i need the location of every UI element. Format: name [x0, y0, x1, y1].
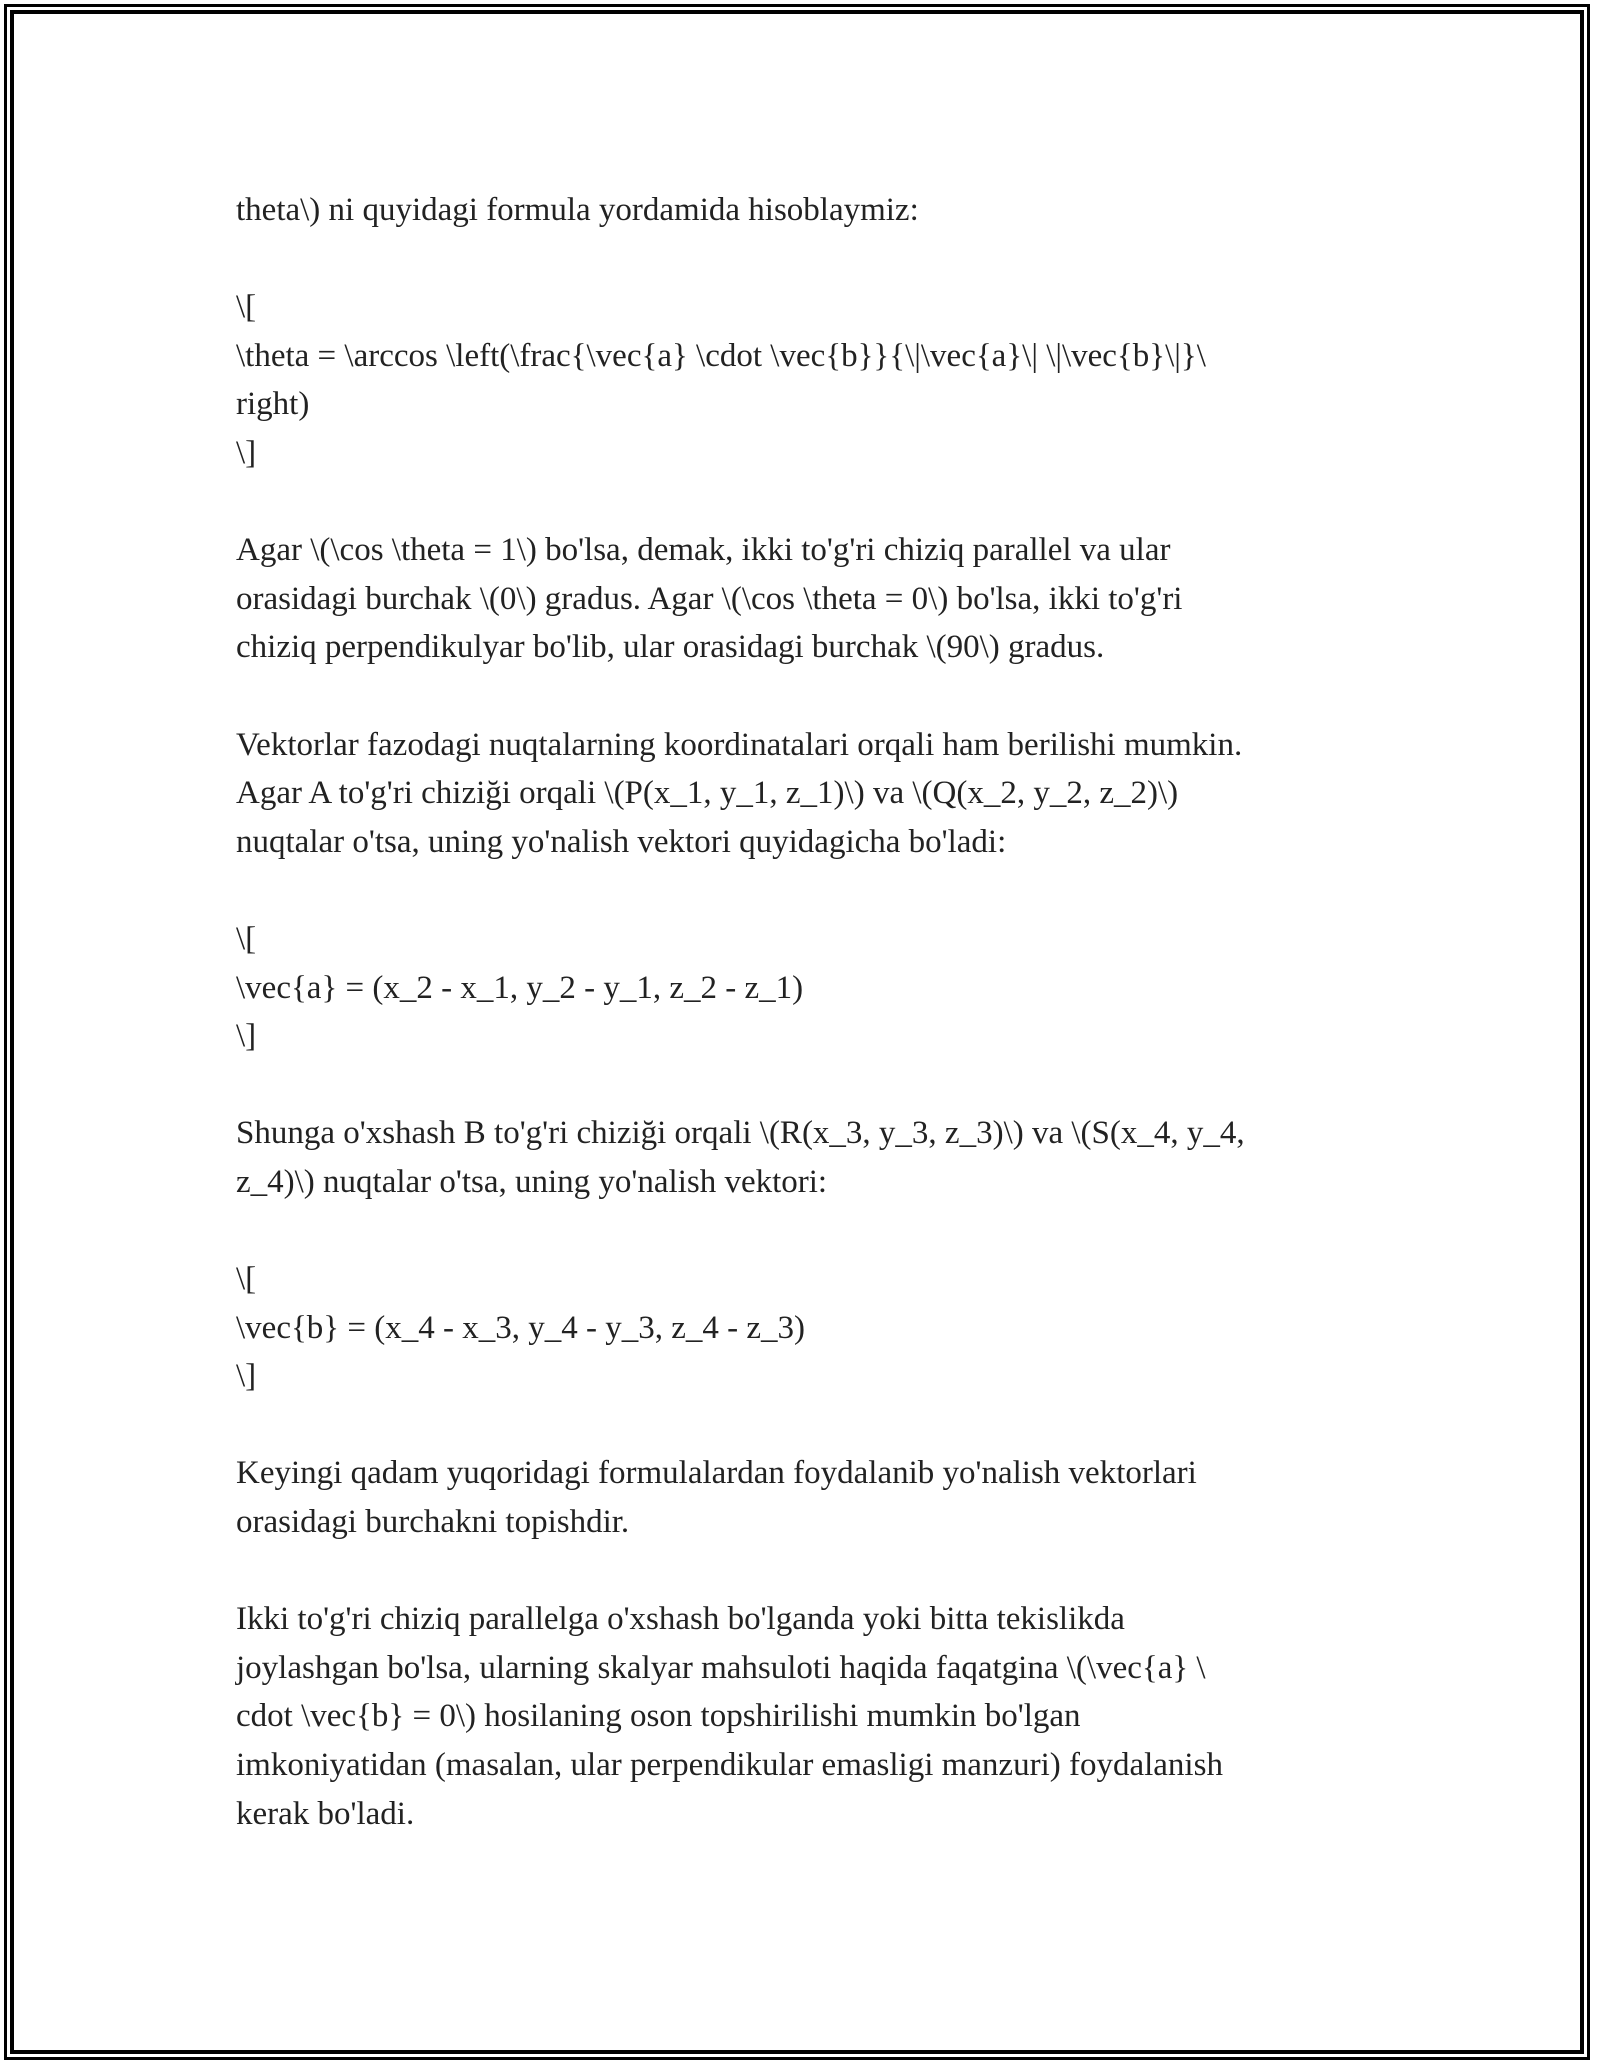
text-line: joylashgan bo'lsa, ularning skalyar mahsuloti haqida faqatgina \(\vec{a} \ — [236, 1649, 1206, 1686]
blank-line — [236, 866, 1416, 915]
text-line: nuqtalar o'tsa, uning yo'nalish vektori quyidagicha bo'ladi: — [236, 823, 1007, 860]
blank-line — [236, 672, 1416, 721]
math-line: right) — [236, 386, 310, 423]
text-line: Keyingi qadam yuqoridagi formulalardan foydalanib yo'nalish vektorlari — [236, 1455, 1197, 1492]
blank-line — [236, 1547, 1416, 1596]
text-line: Vektorlar fazodagi nuqtalarning koordinatalari orqali ham berilishi mumkin. — [236, 726, 1243, 763]
blank-line — [236, 478, 1416, 527]
blank-line — [236, 1061, 1416, 1110]
text-line: Agar A to'g'ri chiziği orqali \(P(x_1, y_1, z_1)\) va \(Q(x_2, y_2, z_2)\) — [236, 775, 1179, 812]
text-line: chiziq perpendikulyar bo'lib, ular orasidagi burchak \(90\) gradus. — [236, 629, 1105, 666]
text-line: z_4)\) nuqtalar o'tsa, uning yo'nalish vektori: — [236, 1163, 828, 1200]
text-line: Ikki to'g'ri chiziq parallelga o'xshash bo'lganda yoki bitta tekislikda — [236, 1601, 1125, 1638]
blank-line — [236, 1206, 1416, 1255]
math-line: \vec{a} = (x_2 - x_1, y_2 - y_1, z_2 - z_1) — [236, 969, 804, 1006]
text-line: Shunga o'xshash B to'g'ri chiziği orqali \(R(x_3, y_3, z_3)\) va \(S(x_4, y_4, — [236, 1115, 1245, 1152]
math-open: \[ — [236, 289, 257, 326]
math-line: \theta = \arccos \left(\frac{\vec{a} \cdot \vec{b}}{\|\vec{a}\| \|\vec{b}\|}\ — [236, 337, 1206, 374]
blank-line — [236, 1401, 1416, 1450]
document-body — [236, 186, 1416, 1838]
text-line: orasidagi burchakni topishdir. — [236, 1504, 630, 1541]
math-close: \] — [236, 1358, 257, 1395]
text-line: Agar \(\cos \theta = 1\) bo'lsa, demak, ikki to'g'ri chiziq parallel va ular — [236, 532, 1171, 569]
math-close: \] — [236, 434, 257, 471]
text-line: cdot \vec{b} = 0\) hosilaning oson topshirilishi mumkin bo'lgan — [236, 1698, 1081, 1735]
text-line: kerak bo'ladi. — [236, 1795, 415, 1832]
math-open: \[ — [236, 920, 257, 957]
math-close: \] — [236, 1018, 257, 1055]
text-line: theta\) ni quyidagi formula yordamida hisoblaymiz: — [236, 192, 919, 228]
blank-line — [236, 235, 1416, 284]
text-line: imkoniyatidan (masalan, ular perpendikular emasligi manzuri) foydalanish — [236, 1747, 1223, 1783]
math-open: \[ — [236, 1261, 257, 1298]
text-line: orasidagi burchak \(0\) gradus. Agar \(\cos \theta = 0\) bo'lsa, ikki to'g'ri — [236, 580, 1183, 617]
math-line: \vec{b} = (x_4 - x_3, y_4 - y_3, z_4 - z_3) — [236, 1309, 805, 1346]
